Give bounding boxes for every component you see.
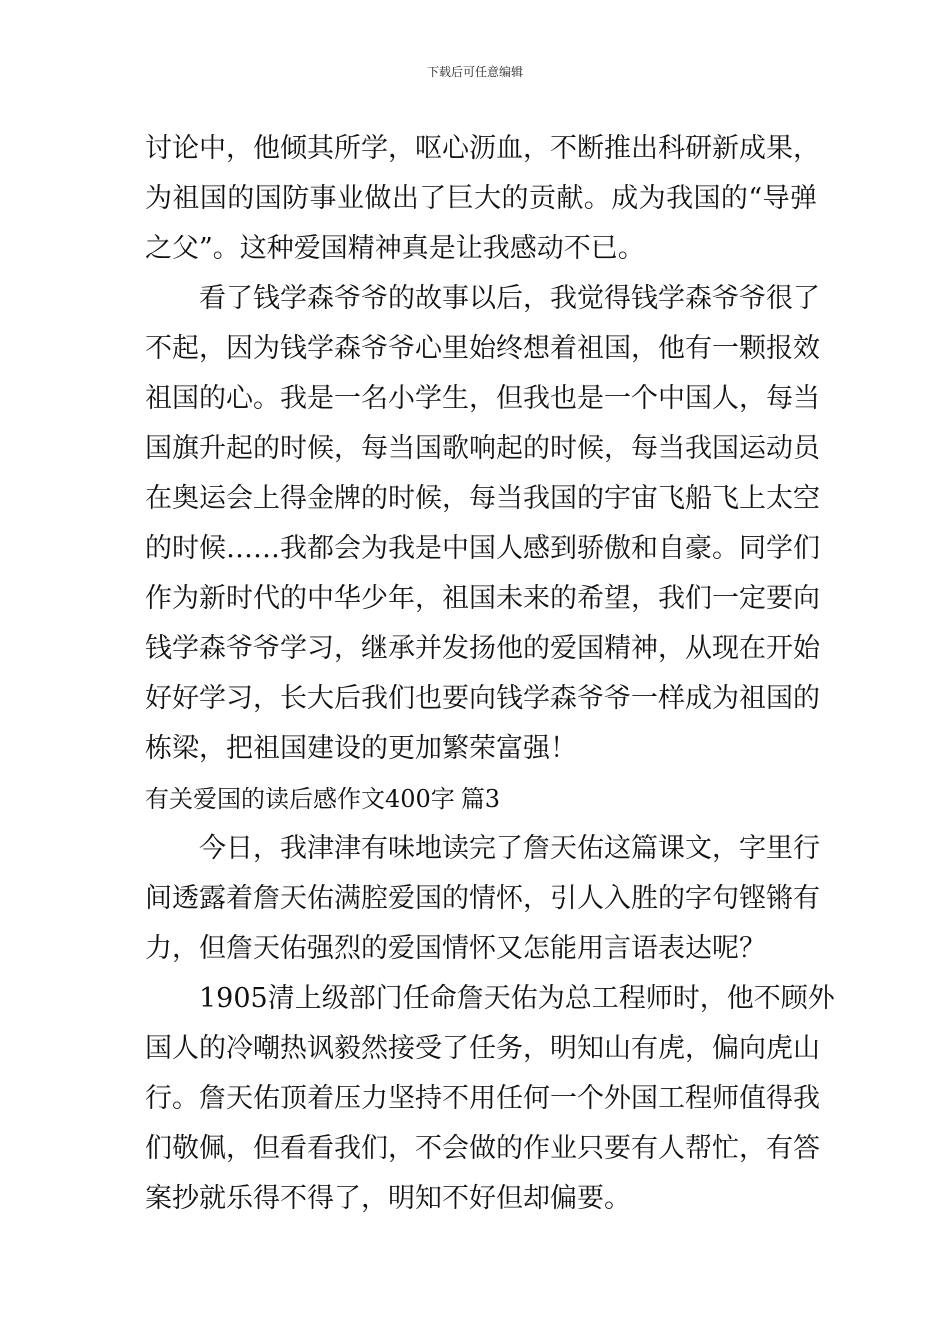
paragraph-line: 祖国的心。我是一名小学生，但我也是一个中国人，每当: [145, 383, 820, 414]
paragraph-line: 不起，因为钱学森爷爷心里始终想着祖国，他有一颗报效: [145, 333, 820, 364]
paragraph-line: 国旗升起的时候，每当国歌响起的时候，每当我国运动员: [145, 433, 820, 464]
paragraph-line: 力，但詹天佑强烈的爱国情怀又怎能用言语表达呢？: [145, 933, 766, 964]
paragraph-line: 间透露着詹天佑满腔爱国的情怀，引人入胜的字句铿锵有: [145, 883, 820, 914]
paragraph-line: 讨论中，他倾其所学，呕心沥血，不断推出科研新成果，: [145, 133, 820, 164]
paragraph-line: 之父”。这种爱国精神真是让我感动不已。: [145, 233, 645, 264]
section-heading: [145, 774, 817, 824]
paragraph-line: 在奥运会上得金牌的时候，每当我国的宇宙飞船飞上太空: [145, 483, 820, 514]
document-body: [145, 124, 835, 1224]
paragraph-line: 好好学习，长大后我们也要向钱学森爷爷一样成为祖国的: [145, 683, 820, 714]
paragraph-line: 的时候……我都会为我是中国人感到骄傲和自豪。同学们: [145, 533, 820, 564]
paragraph-line: 钱学森爷爷学习，继承并发扬他的爱国精神，从现在开始: [145, 633, 820, 664]
paragraph-line: 栋梁，把祖国建设的更加繁荣富强！: [145, 733, 577, 764]
paragraph-3: [145, 824, 820, 974]
section-heading-title: 有关爱国的读后感作文400字: [145, 785, 455, 813]
paragraph-line: 看了钱学森爷爷的故事以后，我觉得钱学森爷爷很了: [199, 283, 820, 314]
paragraph-line: 案抄就乐得不得了，明知不好但却偏要。: [145, 1183, 631, 1214]
paragraph-line: 作为新时代的中华少年，祖国未来的希望，我们一定要向: [145, 583, 820, 614]
paragraph-line: 1905清上级部门任命詹天佑为总工程师时，他不顾外: [199, 983, 835, 1014]
paragraph-line: 今日，我津津有味地读完了詹天佑这篇课文，字里行: [199, 833, 820, 864]
paragraph-4: [145, 974, 835, 1224]
paragraph-line: 为祖国的国防事业做出了巨大的贡献。成为我国的“导弹: [145, 183, 817, 214]
page-header: 下载后可任意编辑: [426, 65, 523, 79]
paragraph-1: [145, 124, 820, 274]
paragraph-line: 行。詹天佑顶着压力坚持不用任何一个外国工程师值得我: [145, 1083, 820, 1114]
paragraph-line: 国人的冷嘲热讽毅然接受了任务，明知山有虎，偏向虎山: [145, 1033, 820, 1064]
section-heading-number: 篇3: [460, 785, 501, 813]
paragraph-2: [145, 274, 820, 774]
paragraph-line: 们敬佩，但看看我们，不会做的作业只要有人帮忙，有答: [145, 1133, 820, 1164]
